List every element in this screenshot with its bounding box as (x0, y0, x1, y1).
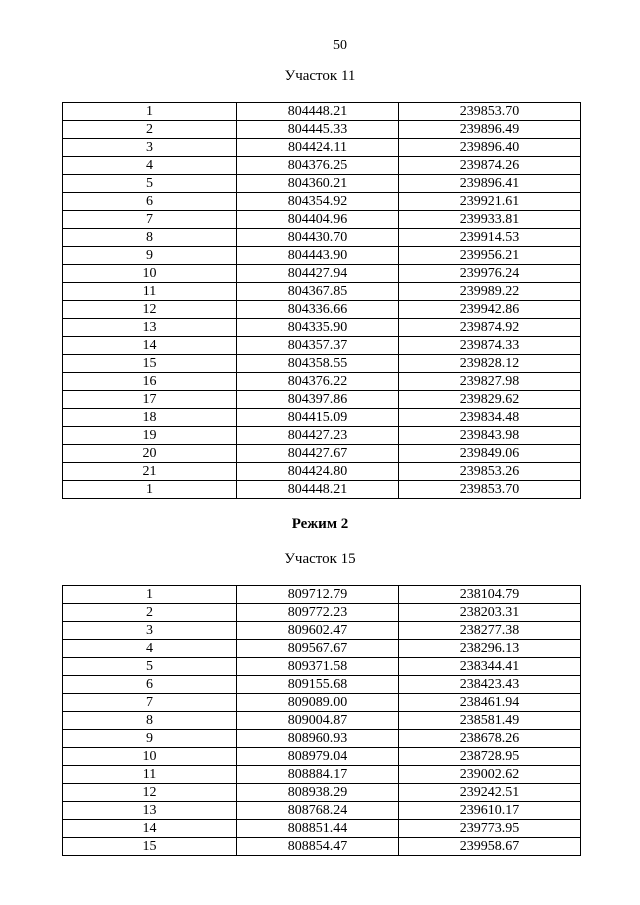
y-coordinate-cell: 239853.26 (399, 463, 581, 481)
point-number-cell: 3 (63, 622, 237, 640)
table-row (63, 820, 581, 838)
table-row (63, 103, 581, 121)
section-title-15: Участок 15 (284, 551, 356, 567)
point-number-cell: 13 (63, 319, 237, 337)
point-number-cell: 8 (63, 229, 237, 247)
table-row (63, 676, 581, 694)
x-coordinate-cell: 809089.00 (237, 694, 399, 712)
table-row (63, 838, 581, 856)
point-number-cell: 10 (63, 748, 237, 766)
coordinates-table-section-11 (62, 102, 581, 499)
y-coordinate-cell: 238104.79 (399, 586, 581, 604)
point-number-cell: 4 (63, 157, 237, 175)
point-number-cell: 12 (63, 784, 237, 802)
table-row (63, 193, 581, 211)
y-coordinate-cell: 239921.61 (399, 193, 581, 211)
x-coordinate-cell: 804427.67 (237, 445, 399, 463)
x-coordinate-cell: 809155.68 (237, 676, 399, 694)
x-coordinate-cell: 804415.09 (237, 409, 399, 427)
y-coordinate-cell: 239610.17 (399, 802, 581, 820)
x-coordinate-cell: 804376.22 (237, 373, 399, 391)
table-row (63, 586, 581, 604)
x-coordinate-cell: 808854.47 (237, 838, 399, 856)
table-row (63, 229, 581, 247)
y-coordinate-cell: 239242.51 (399, 784, 581, 802)
x-coordinate-cell: 808960.93 (237, 730, 399, 748)
table-row (63, 802, 581, 820)
regime-title: Режим 2 (291, 516, 349, 532)
y-coordinate-cell: 238344.41 (399, 658, 581, 676)
point-number-cell: 2 (63, 121, 237, 139)
y-coordinate-cell: 238423.43 (399, 676, 581, 694)
x-coordinate-cell: 804430.70 (237, 229, 399, 247)
table-row (63, 355, 581, 373)
point-number-cell: 14 (63, 820, 237, 838)
x-coordinate-cell: 804448.21 (237, 103, 399, 121)
y-coordinate-cell: 239942.86 (399, 301, 581, 319)
point-number-cell: 15 (63, 355, 237, 373)
point-number-cell: 6 (63, 676, 237, 694)
point-number-cell: 2 (63, 604, 237, 622)
y-coordinate-cell: 239933.81 (399, 211, 581, 229)
y-coordinate-cell: 239849.06 (399, 445, 581, 463)
y-coordinate-cell: 239853.70 (399, 481, 581, 499)
y-coordinate-cell: 239874.26 (399, 157, 581, 175)
x-coordinate-cell: 809712.79 (237, 586, 399, 604)
x-coordinate-cell: 809371.58 (237, 658, 399, 676)
point-number-cell: 3 (63, 139, 237, 157)
point-number-cell: 11 (63, 283, 237, 301)
point-number-cell: 1 (63, 586, 237, 604)
y-coordinate-cell: 239989.22 (399, 283, 581, 301)
x-coordinate-cell: 804376.25 (237, 157, 399, 175)
point-number-cell: 5 (63, 175, 237, 193)
x-coordinate-cell: 804443.90 (237, 247, 399, 265)
point-number-cell: 21 (63, 463, 237, 481)
y-coordinate-cell: 239976.24 (399, 265, 581, 283)
y-coordinate-cell: 239827.98 (399, 373, 581, 391)
table-row (63, 748, 581, 766)
point-number-cell: 20 (63, 445, 237, 463)
y-coordinate-cell: 239834.48 (399, 409, 581, 427)
table-row (63, 604, 581, 622)
table-row (63, 463, 581, 481)
point-number-cell: 1 (63, 103, 237, 121)
x-coordinate-cell: 804358.55 (237, 355, 399, 373)
x-coordinate-cell: 808884.17 (237, 766, 399, 784)
table-row (63, 658, 581, 676)
y-coordinate-cell: 239828.12 (399, 355, 581, 373)
y-coordinate-cell: 239874.33 (399, 337, 581, 355)
point-number-cell: 15 (63, 838, 237, 856)
x-coordinate-cell: 804424.11 (237, 139, 399, 157)
x-coordinate-cell: 804427.23 (237, 427, 399, 445)
x-coordinate-cell: 808979.04 (237, 748, 399, 766)
point-number-cell: 5 (63, 658, 237, 676)
x-coordinate-cell: 809004.87 (237, 712, 399, 730)
table-row (63, 409, 581, 427)
point-number-cell: 19 (63, 427, 237, 445)
x-coordinate-cell: 804424.80 (237, 463, 399, 481)
table-row (63, 301, 581, 319)
point-number-cell: 14 (63, 337, 237, 355)
table-row (63, 784, 581, 802)
point-number-cell: 17 (63, 391, 237, 409)
point-number-cell: 10 (63, 265, 237, 283)
y-coordinate-cell: 239829.62 (399, 391, 581, 409)
point-number-cell: 18 (63, 409, 237, 427)
y-coordinate-cell: 238461.94 (399, 694, 581, 712)
table-row (63, 175, 581, 193)
table-row (63, 622, 581, 640)
table-row (63, 247, 581, 265)
y-coordinate-cell: 239773.95 (399, 820, 581, 838)
y-coordinate-cell: 239853.70 (399, 103, 581, 121)
table-row (63, 337, 581, 355)
x-coordinate-cell: 804354.92 (237, 193, 399, 211)
table-row (63, 157, 581, 175)
y-coordinate-cell: 239956.21 (399, 247, 581, 265)
table-row (63, 283, 581, 301)
x-coordinate-cell: 804397.86 (237, 391, 399, 409)
y-coordinate-cell: 239914.53 (399, 229, 581, 247)
table-row (63, 211, 581, 229)
y-coordinate-cell: 238296.13 (399, 640, 581, 658)
point-number-cell: 13 (63, 802, 237, 820)
point-number-cell: 6 (63, 193, 237, 211)
y-coordinate-cell: 238203.31 (399, 604, 581, 622)
point-number-cell: 4 (63, 640, 237, 658)
y-coordinate-cell: 239896.41 (399, 175, 581, 193)
x-coordinate-cell: 809567.67 (237, 640, 399, 658)
y-coordinate-cell: 238581.49 (399, 712, 581, 730)
table-row (63, 121, 581, 139)
point-number-cell: 9 (63, 730, 237, 748)
x-coordinate-cell: 804367.85 (237, 283, 399, 301)
point-number-cell: 11 (63, 766, 237, 784)
x-coordinate-cell: 809602.47 (237, 622, 399, 640)
table-row (63, 391, 581, 409)
table-row (63, 640, 581, 658)
y-coordinate-cell: 238678.26 (399, 730, 581, 748)
point-number-cell: 9 (63, 247, 237, 265)
x-coordinate-cell: 808851.44 (237, 820, 399, 838)
point-number-cell: 12 (63, 301, 237, 319)
x-coordinate-cell: 804336.66 (237, 301, 399, 319)
x-coordinate-cell: 809772.23 (237, 604, 399, 622)
table-row (63, 139, 581, 157)
y-coordinate-cell: 239874.92 (399, 319, 581, 337)
table-row (63, 730, 581, 748)
y-coordinate-cell: 238728.95 (399, 748, 581, 766)
x-coordinate-cell: 808938.29 (237, 784, 399, 802)
point-number-cell: 1 (63, 481, 237, 499)
table-row (63, 427, 581, 445)
x-coordinate-cell: 804357.37 (237, 337, 399, 355)
x-coordinate-cell: 804445.33 (237, 121, 399, 139)
point-number-cell: 8 (63, 712, 237, 730)
x-coordinate-cell: 804448.21 (237, 481, 399, 499)
table-row (63, 319, 581, 337)
x-coordinate-cell: 804335.90 (237, 319, 399, 337)
point-number-cell: 7 (63, 694, 237, 712)
table-row (63, 712, 581, 730)
y-coordinate-cell: 239002.62 (399, 766, 581, 784)
table-row (63, 766, 581, 784)
point-number-cell: 16 (63, 373, 237, 391)
y-coordinate-cell: 239896.49 (399, 121, 581, 139)
y-coordinate-cell: 238277.38 (399, 622, 581, 640)
coordinates-table-section-15 (62, 585, 581, 856)
section-title-11: Участок 11 (284, 68, 356, 84)
y-coordinate-cell: 239958.67 (399, 838, 581, 856)
y-coordinate-cell: 239843.98 (399, 427, 581, 445)
y-coordinate-cell: 239896.40 (399, 139, 581, 157)
table-row (63, 265, 581, 283)
x-coordinate-cell: 808768.24 (237, 802, 399, 820)
table-row (63, 445, 581, 463)
x-coordinate-cell: 804404.96 (237, 211, 399, 229)
point-number-cell: 7 (63, 211, 237, 229)
x-coordinate-cell: 804427.94 (237, 265, 399, 283)
table-row (63, 481, 581, 499)
x-coordinate-cell: 804360.21 (237, 175, 399, 193)
table-row (63, 373, 581, 391)
table-row (63, 694, 581, 712)
page-number: 50 (333, 38, 347, 53)
